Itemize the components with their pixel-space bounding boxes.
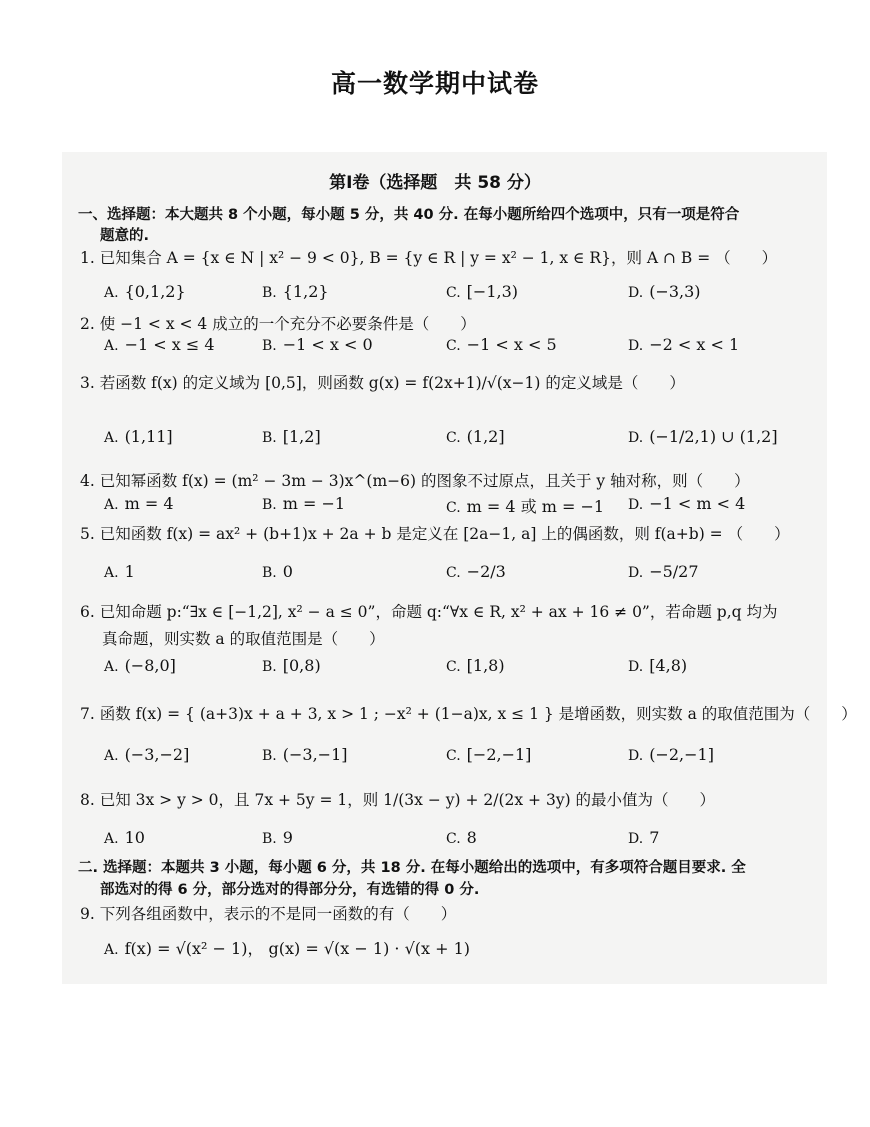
option-text: (1,11] (124, 427, 173, 446)
q4-option-c (446, 494, 604, 517)
option-text: 8 (466, 828, 477, 847)
option-text: [1,8) (466, 656, 505, 675)
option-label: A. (104, 942, 119, 958)
option-text: 10 (124, 828, 145, 847)
option-text: (−3,−1] (282, 745, 348, 764)
option-text: 9 (282, 828, 293, 847)
option-text: m = −1 (282, 494, 346, 513)
option-text: (−3,−2] (124, 745, 190, 764)
option-label: A. (104, 497, 119, 513)
q1-option-c (446, 282, 518, 301)
option-text: −2/3 (466, 562, 506, 581)
q6-option-c (446, 656, 505, 675)
option-text: (−3,3) (649, 282, 701, 301)
q8-option-a (104, 828, 145, 847)
q7-option-d (628, 745, 714, 764)
option-label: B. (262, 285, 277, 301)
option-label: C. (446, 285, 461, 301)
q8-stem: 8. 已知 3x > y > 0，且 7x + 5y = 1，则 1/(3x − y) + 2/(2x + 3y) 的最小值为（ ） (80, 791, 716, 809)
option-label: C. (446, 659, 461, 675)
option-label: B. (262, 565, 277, 581)
option-text: m = 4 (124, 494, 174, 513)
q3-option-d (628, 427, 778, 446)
q8-option-d (628, 828, 659, 847)
q2-stem: 2. 使 −1 < x < 4 成立的一个充分不必要条件是（ ） (80, 315, 476, 333)
option-text: (−8,0] (124, 656, 176, 675)
option-text: 0 (282, 562, 293, 581)
q3-stem: 3. 若函数 f(x) 的定义域为 [0,5]，则函数 g(x) = f(2x+1)/√(x−1) 的定义域是（ ） (80, 374, 685, 392)
option-label: A. (104, 748, 119, 764)
option-text: −1 < x < 5 (466, 335, 557, 354)
option-text: f(x) = √(x² − 1)， g(x) = √(x − 1) · √(x + 1) (124, 939, 471, 958)
option-label: C. (446, 500, 461, 516)
q1-option-a (104, 282, 186, 301)
option-text: −1 < m < 4 (649, 494, 746, 513)
option-text: [4,8) (649, 656, 688, 675)
q5-option-b (262, 562, 293, 581)
q2-option-d (628, 335, 739, 354)
q7-option-a (104, 745, 189, 764)
q4-option-d (628, 494, 745, 513)
q7-option-b (262, 745, 348, 764)
option-text: (1,2] (466, 427, 505, 446)
q9-option-a (104, 936, 470, 959)
q1-option-d (628, 282, 701, 301)
q3-option-b (262, 427, 321, 446)
option-label: C. (446, 748, 461, 764)
option-text: −1 < x ≤ 4 (124, 335, 215, 354)
q1-option-b (262, 282, 329, 301)
q1-stem: 1. 已知集合 A = {x ∈ N | x² − 9 < 0}, B = {y ∈ R | y = x² − 1, x ∈ R}，则 A ∩ B = （ ） (80, 249, 778, 267)
option-label: A. (104, 430, 119, 446)
option-text: [0,8) (282, 656, 321, 675)
option-text: [−2,−1] (466, 745, 532, 764)
q6-stem-line2: 真命题，则实数 a 的取值范围是（ ） (102, 630, 385, 648)
option-text: 7 (649, 828, 660, 847)
q8-option-c (446, 828, 477, 847)
q5-stem: 5. 已知函数 f(x) = ax² + (b+1)x + 2a + b 是定义在 [2a−1, a] 上的偶函数，则 f(a+b) = （ ） (80, 525, 790, 543)
section2-instructions-line2: 部选对的得 6 分，部分选对的得部分分，有选错的得 0 分. (100, 882, 480, 898)
option-label: B. (262, 831, 277, 847)
option-label: D. (628, 285, 644, 301)
q4-stem: 4. 已知幂函数 f(x) = (m² − 3m − 3)x^(m−6) 的图象不过原点，且关于 y 轴对称，则（ ） (80, 472, 750, 490)
option-label: D. (628, 565, 644, 581)
option-label: A. (104, 565, 119, 581)
option-label: B. (262, 748, 277, 764)
option-label: C. (446, 565, 461, 581)
q8-option-b (262, 828, 293, 847)
option-label: A. (104, 831, 119, 847)
option-label: B. (262, 430, 277, 446)
option-text: −1 < x < 0 (282, 335, 373, 354)
option-label: D. (628, 831, 644, 847)
option-text: [−1,3) (466, 282, 519, 301)
q4-option-a (104, 494, 174, 513)
q2-option-c (446, 335, 557, 354)
option-label: B. (262, 659, 277, 675)
q7-option-c (446, 745, 531, 764)
option-label: D. (628, 338, 644, 354)
option-text: 1 (124, 562, 135, 581)
section1-instructions-line1: 一、选择题：本大题共 8 个小题，每小题 5 分，共 40 分. 在每小题所给四个选项中，只有一项是符合 (78, 207, 740, 223)
q3-option-a (104, 427, 173, 446)
option-label: C. (446, 338, 461, 354)
option-label: B. (262, 338, 277, 354)
q3-option-c (446, 427, 505, 446)
option-text: (−1/2,1) ∪ (1,2] (649, 427, 778, 446)
section2-instructions-line1: 二. 选择题：本题共 3 小题，每小题 6 分，共 18 分. 在每小题给出的选项中，有多项符合题目要求. 全 (78, 860, 746, 876)
option-label: D. (628, 497, 644, 513)
q5-option-a (104, 562, 135, 581)
q6-option-a (104, 656, 176, 675)
option-text: −5/27 (649, 562, 699, 581)
option-text: (−2,−1] (649, 745, 714, 764)
option-label: A. (104, 285, 119, 301)
part1-title: 第Ⅰ卷（选择题 共 58 分） (329, 173, 541, 193)
option-label: B. (262, 497, 277, 513)
q4-option-b (262, 494, 345, 513)
q2-option-a (104, 335, 215, 354)
q6-stem-line1: 6. 已知命题 p:“∃x ∈ [−1,2], x² − a ≤ 0”，命题 q:“∀x ∈ R, x² + ax + 16 ≠ 0”，若命题 p,q 均为 (80, 603, 778, 621)
section1-instructions-line2: 题意的. (100, 228, 150, 244)
option-text: m = 4 或 m = −1 (466, 497, 605, 516)
option-text: [1,2] (282, 427, 321, 446)
q6-option-b (262, 656, 321, 675)
q7-stem: 7. 函数 f(x) = { (a+3)x + a + 3, x > 1 ; −x² + (1−a)x, x ≤ 1 } 是增函数，则实数 a 的取值范围为（ ） (80, 705, 857, 723)
option-label: C. (446, 831, 461, 847)
q2-option-b (262, 335, 373, 354)
option-label: A. (104, 338, 119, 354)
option-label: D. (628, 430, 644, 446)
q5-option-c (446, 562, 506, 581)
option-text: {0,1,2} (124, 282, 186, 301)
option-label: A. (104, 659, 119, 675)
exam-title: 高一数学期中试卷 (330, 69, 539, 98)
option-text: {1,2} (282, 282, 329, 301)
option-label: D. (628, 748, 644, 764)
q6-option-d (628, 656, 687, 675)
q9-stem: 9. 下列各组函数中，表示的不是同一函数的有（ ） (80, 905, 457, 923)
option-label: C. (446, 430, 461, 446)
option-label: D. (628, 659, 644, 675)
q5-option-d (628, 562, 699, 581)
option-text: −2 < x < 1 (649, 335, 740, 354)
